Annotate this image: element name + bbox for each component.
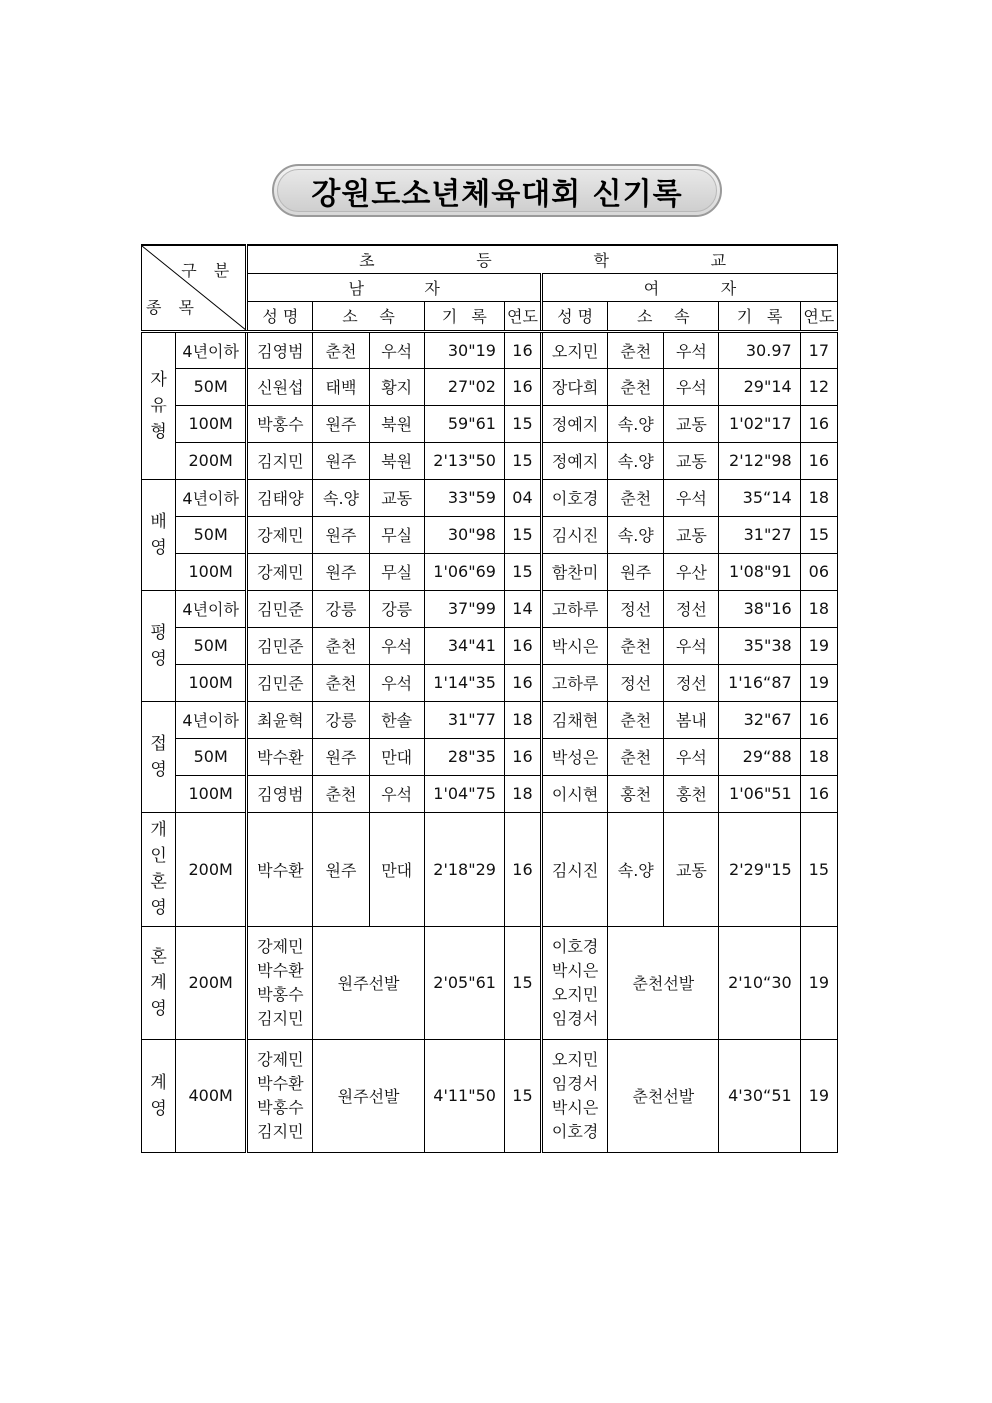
female-year: 18 bbox=[800, 590, 837, 627]
female-record: 1'06"51 bbox=[719, 775, 800, 812]
male-name: 김민준 bbox=[247, 627, 313, 664]
male-city: 춘천 bbox=[313, 664, 369, 701]
distance-cell: 100M bbox=[176, 664, 247, 701]
female-school: 홍천 bbox=[664, 775, 719, 812]
male-relay-team: 원주선발 bbox=[313, 926, 424, 1039]
male-header bbox=[247, 273, 542, 301]
female-city: 춘천 bbox=[608, 479, 664, 516]
distance-cell: 50M bbox=[176, 516, 247, 553]
table-row bbox=[142, 516, 838, 553]
female-record: 1'02"17 bbox=[719, 405, 800, 442]
male-school: 만대 bbox=[369, 738, 424, 775]
female-school: 정선 bbox=[664, 664, 719, 701]
col-name: 성 명 bbox=[247, 301, 313, 331]
female-school: 교동 bbox=[664, 516, 719, 553]
col-affil bbox=[313, 301, 424, 331]
female-name: 김시진 bbox=[542, 812, 608, 926]
table-row bbox=[142, 405, 838, 442]
event-backstroke: 배 영 bbox=[142, 479, 176, 590]
male-year: 16 bbox=[504, 331, 541, 368]
male-char: 남 bbox=[348, 278, 364, 298]
school-char: 등 bbox=[476, 250, 492, 270]
male-year: 15 bbox=[504, 442, 541, 479]
male-name: 박수환 bbox=[247, 812, 313, 926]
distance-cell: 4년이하 bbox=[176, 479, 247, 516]
male-name: 강제민 bbox=[247, 553, 313, 590]
male-relay-year: 15 bbox=[504, 1039, 541, 1152]
distance-cell: 200M bbox=[176, 926, 247, 1039]
male-city: 원주 bbox=[313, 516, 369, 553]
male-city: 원주 bbox=[313, 442, 369, 479]
male-school: 만대 bbox=[369, 812, 424, 926]
female-record: 32"67 bbox=[719, 701, 800, 738]
col-record-a: 기 bbox=[441, 307, 458, 326]
col-affil-b: 속 bbox=[674, 307, 690, 326]
male-city: 원주 bbox=[313, 405, 369, 442]
female-city: 춘천 bbox=[608, 738, 664, 775]
table-row bbox=[142, 627, 838, 664]
distance-cell: 200M bbox=[176, 442, 247, 479]
female-record: 29“88 bbox=[719, 738, 800, 775]
female-city: 정선 bbox=[608, 664, 664, 701]
male-record: 27"02 bbox=[424, 368, 504, 405]
female-city: 속.양 bbox=[608, 812, 664, 926]
female-year: 19 bbox=[800, 664, 837, 701]
male-record: 31"77 bbox=[424, 701, 504, 738]
male-city: 춘천 bbox=[313, 627, 369, 664]
female-school: 우석 bbox=[664, 479, 719, 516]
male-name: 김지민 bbox=[247, 442, 313, 479]
female-year: 19 bbox=[800, 627, 837, 664]
male-city: 원주 bbox=[313, 553, 369, 590]
table-row bbox=[142, 1039, 838, 1152]
female-year: 17 bbox=[800, 331, 837, 368]
female-record: 31"27 bbox=[719, 516, 800, 553]
col-affil-b: 속 bbox=[379, 307, 395, 326]
female-school: 봄내 bbox=[664, 701, 719, 738]
male-year: 15 bbox=[504, 405, 541, 442]
female-record: 2'12"98 bbox=[719, 442, 800, 479]
male-school: 북원 bbox=[369, 442, 424, 479]
female-name: 함찬미 bbox=[542, 553, 608, 590]
male-school: 무실 bbox=[369, 516, 424, 553]
male-record: 30"19 bbox=[424, 331, 504, 368]
female-name: 오지민 bbox=[542, 331, 608, 368]
male-year: 16 bbox=[504, 627, 541, 664]
male-year: 16 bbox=[504, 738, 541, 775]
male-name: 최윤혁 bbox=[247, 701, 313, 738]
female-name: 이호경 bbox=[542, 479, 608, 516]
col-affil-a: 소 bbox=[637, 307, 653, 326]
table-row bbox=[142, 331, 838, 368]
male-year: 18 bbox=[504, 775, 541, 812]
col-record bbox=[424, 301, 504, 331]
table-row bbox=[142, 701, 838, 738]
female-year: 18 bbox=[800, 479, 837, 516]
male-city: 강릉 bbox=[313, 590, 369, 627]
male-school: 우석 bbox=[369, 775, 424, 812]
col-affil-a: 소 bbox=[342, 307, 358, 326]
male-relay-team: 원주선발 bbox=[313, 1039, 424, 1152]
male-year: 15 bbox=[504, 553, 541, 590]
event-medley-relay: 혼 계 영 bbox=[142, 926, 176, 1039]
female-city: 원주 bbox=[608, 553, 664, 590]
title-banner bbox=[272, 164, 722, 217]
table-row bbox=[142, 738, 838, 775]
male-relay-year: 15 bbox=[504, 926, 541, 1039]
male-name: 김민준 bbox=[247, 590, 313, 627]
male-record: 37"99 bbox=[424, 590, 504, 627]
male-year: 16 bbox=[504, 368, 541, 405]
col-record-a: 기 bbox=[736, 307, 753, 326]
female-city: 춘천 bbox=[608, 368, 664, 405]
male-city: 강릉 bbox=[313, 701, 369, 738]
female-record: 1'16“87 bbox=[719, 664, 800, 701]
female-city: 홍천 bbox=[608, 775, 664, 812]
female-relay-team: 춘천선발 bbox=[608, 1039, 719, 1152]
female-record: 35"38 bbox=[719, 627, 800, 664]
table-row bbox=[142, 442, 838, 479]
school-char: 교 bbox=[710, 250, 727, 270]
male-school: 북원 bbox=[369, 405, 424, 442]
col-record-b: 록 bbox=[471, 307, 487, 326]
table-row bbox=[142, 812, 838, 926]
female-relay-record: 4'30“51 bbox=[719, 1039, 800, 1152]
female-year: 16 bbox=[800, 405, 837, 442]
male-name: 박홍수 bbox=[247, 405, 313, 442]
male-school: 교동 bbox=[369, 479, 424, 516]
distance-cell: 50M bbox=[176, 368, 247, 405]
distance-cell: 4년이하 bbox=[176, 701, 247, 738]
female-header bbox=[542, 273, 838, 301]
male-name: 김영범 bbox=[247, 775, 313, 812]
female-name: 고하루 bbox=[542, 590, 608, 627]
school-char: 학 bbox=[593, 250, 609, 270]
male-name: 강제민 bbox=[247, 516, 313, 553]
category-label: 구 분 bbox=[181, 261, 236, 280]
male-city: 원주 bbox=[313, 812, 369, 926]
male-city: 춘천 bbox=[313, 775, 369, 812]
female-city: 춘천 bbox=[608, 701, 664, 738]
male-city: 태백 bbox=[313, 368, 369, 405]
table-row bbox=[142, 553, 838, 590]
distance-cell: 50M bbox=[176, 627, 247, 664]
female-name: 정예지 bbox=[542, 405, 608, 442]
female-record: 38"16 bbox=[719, 590, 800, 627]
records-table bbox=[141, 244, 838, 1153]
page-title: 강원도소년체육대회 신기록 bbox=[311, 176, 683, 212]
school-header bbox=[247, 245, 838, 273]
female-char: 자 bbox=[720, 278, 737, 298]
female-year: 16 bbox=[800, 442, 837, 479]
female-relay-record: 2'10“30 bbox=[719, 926, 800, 1039]
male-year: 18 bbox=[504, 701, 541, 738]
female-year: 15 bbox=[800, 516, 837, 553]
female-record: 2'29"15 bbox=[719, 812, 800, 926]
female-school: 우석 bbox=[664, 738, 719, 775]
female-school: 교동 bbox=[664, 442, 719, 479]
male-name: 김영범 bbox=[247, 331, 313, 368]
col-year: 연도 bbox=[800, 301, 837, 331]
female-record: 29"14 bbox=[719, 368, 800, 405]
event-label: 종 목 bbox=[146, 297, 200, 317]
male-year: 16 bbox=[504, 664, 541, 701]
female-relay-year: 19 bbox=[800, 1039, 837, 1152]
female-year: 15 bbox=[800, 812, 837, 926]
distance-cell: 200M bbox=[176, 812, 247, 926]
male-record: 2'13"50 bbox=[424, 442, 504, 479]
male-relay-record: 2'05"61 bbox=[424, 926, 504, 1039]
female-name: 이시현 bbox=[542, 775, 608, 812]
distance-cell: 4년이하 bbox=[176, 331, 247, 368]
male-school: 무실 bbox=[369, 553, 424, 590]
female-name: 박시은 bbox=[542, 627, 608, 664]
event-relay: 계 영 bbox=[142, 1039, 176, 1152]
table-row bbox=[142, 926, 838, 1039]
female-year: 12 bbox=[800, 368, 837, 405]
distance-cell: 4년이하 bbox=[176, 590, 247, 627]
table-row bbox=[142, 775, 838, 812]
female-school: 우산 bbox=[664, 553, 719, 590]
male-record: 2'18"29 bbox=[424, 812, 504, 926]
school-char: 초 bbox=[359, 250, 375, 270]
male-relay-names: 강제민 박수환 박홍수 김지민 bbox=[247, 1039, 313, 1152]
table-row bbox=[142, 479, 838, 516]
male-name: 신원섭 bbox=[247, 368, 313, 405]
female-city: 춘천 bbox=[608, 627, 664, 664]
female-year: 16 bbox=[800, 775, 837, 812]
female-name: 정예지 bbox=[542, 442, 608, 479]
female-record: 35“14 bbox=[719, 479, 800, 516]
male-record: 28"35 bbox=[424, 738, 504, 775]
female-school: 교동 bbox=[664, 812, 719, 926]
female-relay-year: 19 bbox=[800, 926, 837, 1039]
event-breaststroke: 평 영 bbox=[142, 590, 176, 701]
female-year: 18 bbox=[800, 738, 837, 775]
male-name: 박수환 bbox=[247, 738, 313, 775]
female-year: 16 bbox=[800, 701, 837, 738]
col-record bbox=[719, 301, 800, 331]
male-name: 김민준 bbox=[247, 664, 313, 701]
female-year: 06 bbox=[800, 553, 837, 590]
female-school: 우석 bbox=[664, 331, 719, 368]
male-record: 1'14"35 bbox=[424, 664, 504, 701]
male-name: 김태양 bbox=[247, 479, 313, 516]
male-year: 14 bbox=[504, 590, 541, 627]
male-city: 원주 bbox=[313, 738, 369, 775]
distance-cell: 100M bbox=[176, 775, 247, 812]
distance-cell: 50M bbox=[176, 738, 247, 775]
male-record: 59"61 bbox=[424, 405, 504, 442]
col-name: 성 명 bbox=[542, 301, 608, 331]
female-record: 30.97 bbox=[719, 331, 800, 368]
female-school: 교동 bbox=[664, 405, 719, 442]
female-name: 박성은 bbox=[542, 738, 608, 775]
event-freestyle: 자 유 형 bbox=[142, 331, 176, 479]
male-school: 한솔 bbox=[369, 701, 424, 738]
male-school: 우석 bbox=[369, 627, 424, 664]
male-record: 1'04"75 bbox=[424, 775, 504, 812]
col-record-b: 록 bbox=[766, 307, 783, 326]
female-char: 여 bbox=[643, 278, 660, 298]
table-row bbox=[142, 590, 838, 627]
male-school: 우석 bbox=[369, 331, 424, 368]
female-school: 우석 bbox=[664, 368, 719, 405]
male-year: 04 bbox=[504, 479, 541, 516]
header-row-school bbox=[142, 245, 838, 273]
col-year: 연도 bbox=[504, 301, 541, 331]
male-school: 황지 bbox=[369, 368, 424, 405]
male-record: 1'06"69 bbox=[424, 553, 504, 590]
table-row bbox=[142, 664, 838, 701]
event-butterfly: 접 영 bbox=[142, 701, 176, 812]
male-city: 춘천 bbox=[313, 331, 369, 368]
male-record: 30"98 bbox=[424, 516, 504, 553]
female-city: 속.양 bbox=[608, 405, 664, 442]
female-name: 김시진 bbox=[542, 516, 608, 553]
male-school: 우석 bbox=[369, 664, 424, 701]
female-record: 1'08"91 bbox=[719, 553, 800, 590]
col-affil bbox=[608, 301, 719, 331]
table-row bbox=[142, 368, 838, 405]
distance-cell: 400M bbox=[176, 1039, 247, 1152]
male-char: 자 bbox=[424, 278, 440, 298]
male-relay-record: 4'11"50 bbox=[424, 1039, 504, 1152]
female-name: 장다희 bbox=[542, 368, 608, 405]
male-year: 16 bbox=[504, 812, 541, 926]
female-city: 정선 bbox=[608, 590, 664, 627]
male-record: 33"59 bbox=[424, 479, 504, 516]
female-city: 속.양 bbox=[608, 516, 664, 553]
distance-cell: 100M bbox=[176, 553, 247, 590]
male-city: 속.양 bbox=[313, 479, 369, 516]
female-school: 정선 bbox=[664, 590, 719, 627]
female-relay-names: 이호경 박시은 오지민 임경서 bbox=[542, 926, 608, 1039]
female-school: 우석 bbox=[664, 627, 719, 664]
female-city: 춘천 bbox=[608, 331, 664, 368]
male-relay-names: 강제민 박수환 박홍수 김지민 bbox=[247, 926, 313, 1039]
female-name: 김채현 bbox=[542, 701, 608, 738]
male-school: 강릉 bbox=[369, 590, 424, 627]
female-name: 고하루 bbox=[542, 664, 608, 701]
event-im: 개 인 혼 영 bbox=[142, 812, 176, 926]
male-record: 34"41 bbox=[424, 627, 504, 664]
distance-cell: 100M bbox=[176, 405, 247, 442]
male-year: 15 bbox=[504, 516, 541, 553]
category-corner bbox=[142, 245, 247, 331]
female-relay-names: 오지민 임경서 박시은 이호경 bbox=[542, 1039, 608, 1152]
female-city: 속.양 bbox=[608, 442, 664, 479]
female-relay-team: 춘천선발 bbox=[608, 926, 719, 1039]
